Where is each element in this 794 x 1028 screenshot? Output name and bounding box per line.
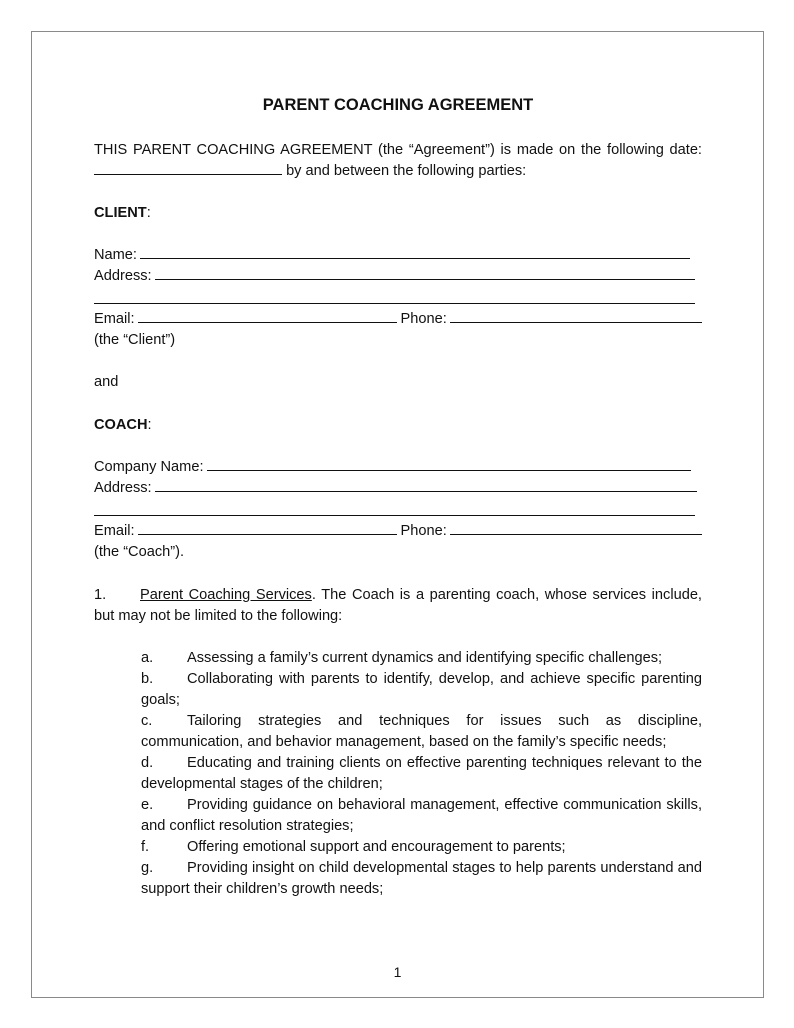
coach-phone-field[interactable] [450, 521, 702, 535]
coach-role: (the “Coach”). [94, 544, 185, 560]
client-role: (the “Client”) [94, 332, 176, 348]
document-page [31, 31, 764, 998]
list-item-text: Collaborating with parents to identify, develop, and achieve specific parenting goals; [141, 671, 702, 708]
list-item [141, 669, 702, 711]
list-item [141, 753, 702, 795]
list-item-text: Offering emotional support and encouragement to parents; [187, 839, 566, 855]
coach-address-line2-field[interactable] [94, 499, 695, 516]
section-1-title: Parent Coaching Services [140, 587, 312, 603]
coach-company-row [94, 457, 691, 478]
list-item [141, 795, 702, 837]
coach-company-field[interactable] [207, 457, 692, 471]
coach-email-field[interactable] [138, 521, 397, 535]
list-item-letter: a. [141, 650, 154, 666]
list-item-text: Providing guidance on behavioral management, effective communication skills, and conflict resolution strategies; [141, 797, 702, 834]
section-1-text: . The Coach is a parenting coach, whose services include, but may not be limited to the following: [94, 587, 702, 624]
client-phone-field[interactable] [450, 309, 702, 323]
list-item [141, 648, 702, 669]
client-address-label: Address: [94, 268, 152, 284]
intro-text-end: by and between the following parties: [286, 163, 527, 179]
list-item-letter: f. [141, 839, 150, 855]
coach-address-label: Address: [94, 480, 152, 496]
list-item-letter: g. [141, 860, 154, 876]
client-email-label: Email: [94, 311, 135, 327]
coach-heading: COACH [94, 417, 148, 433]
list-item-text: Assessing a family’s current dynamics and identifying specific challenges; [187, 650, 663, 666]
list-item [141, 858, 702, 900]
coach-contact-row [94, 521, 702, 542]
list-item-text: Tailoring strategies and techniques for issues such as discipline, communication, and behavior management, based on the family’s specific needs; [141, 713, 702, 750]
coach-email-label: Email: [94, 523, 135, 539]
coach-address-row [94, 478, 697, 499]
client-heading: CLIENT [94, 205, 147, 221]
section-1-number: 1. [94, 587, 107, 603]
list-item-text: Providing insight on child developmental stages to help parents understand and support their children’s growth needs; [141, 860, 702, 897]
list-item-letter: b. [141, 671, 154, 687]
client-address-line2-field[interactable] [94, 287, 695, 304]
page-number: 1 [393, 964, 402, 980]
coach-phone-label: Phone: [400, 523, 447, 539]
coach-address-field[interactable] [155, 478, 697, 492]
client-email-field[interactable] [138, 309, 397, 323]
coach-address-line2-row [94, 499, 695, 520]
client-heading-colon: : [146, 205, 151, 221]
client-heading-line [94, 203, 702, 224]
list-item [141, 711, 702, 753]
coach-company-label: Company Name: [94, 459, 204, 475]
client-contact-row [94, 309, 702, 330]
client-address-row [94, 266, 695, 287]
list-item [141, 837, 702, 858]
client-name-field[interactable] [140, 245, 690, 259]
list-item-letter: c. [141, 713, 153, 729]
document-title: PARENT COACHING AGREEMENT [262, 96, 534, 114]
intro-paragraph [94, 140, 702, 182]
coach-heading-colon: : [147, 417, 152, 433]
agreement-date-field[interactable] [94, 161, 282, 175]
client-phone-label: Phone: [400, 311, 447, 327]
intro-text: THIS PARENT COACHING AGREEMENT (the “Agreement”) is made on the following date: [94, 142, 702, 158]
list-item-letter: d. [141, 755, 154, 771]
client-name-label: Name: [94, 247, 137, 263]
list-item-text: Educating and training clients on effective parenting techniques relevant to the developmental stages of the children; [141, 755, 702, 792]
coach-heading-line [94, 415, 702, 436]
section-1-paragraph [94, 585, 702, 627]
client-address-field[interactable] [155, 266, 695, 280]
client-address-line2-row [94, 287, 695, 308]
and-text: and [94, 374, 119, 390]
list-item-letter: e. [141, 797, 154, 813]
client-name-row [94, 245, 690, 266]
